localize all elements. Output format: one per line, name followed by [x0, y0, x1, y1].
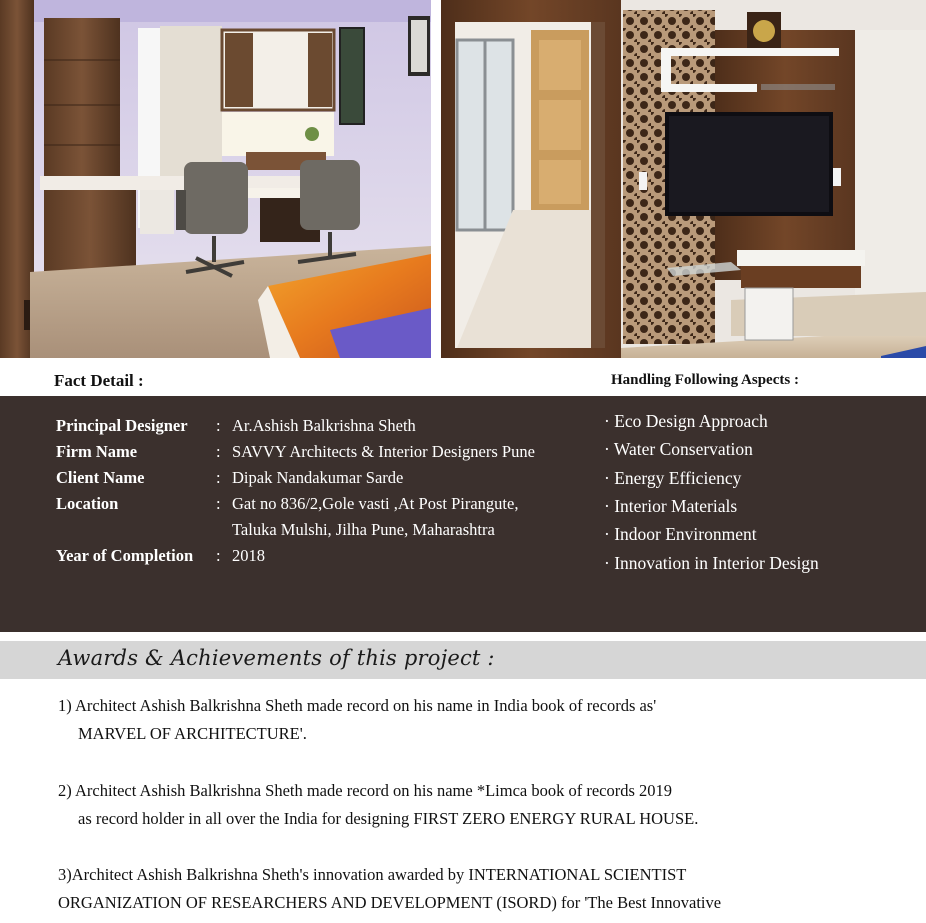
fact-value: Taluka Mulshi, Jilha Pune, Maharashtra: [232, 520, 495, 539]
fact-separator: :: [216, 442, 221, 461]
fact-separator: :: [216, 416, 221, 435]
fact-value: Ar.Ashish Balkrishna Sheth: [232, 416, 416, 435]
fact-label: Year of Completion: [56, 546, 194, 565]
fact-value: SAVVY Architects & Interior Designers Pune: [232, 442, 535, 461]
awards-heading-bar: [0, 641, 926, 679]
fact-value: 2018: [232, 546, 265, 565]
aspect-item: · Innovation in Interior Design: [604, 553, 819, 573]
fact-separator: :: [216, 546, 221, 565]
award-line: as record holder in all over the India for designing FIRST ZERO ENERGY RURAL HOUSE.: [78, 809, 699, 828]
tv-wall-photo: [441, 0, 926, 358]
study-room-photo: [0, 0, 431, 358]
fact-label: Client Name: [56, 468, 145, 487]
aspects-heading: Handling Following Aspects :: [611, 372, 799, 388]
aspect-item: · Interior Materials: [604, 496, 738, 516]
fact-label: Principal Designer: [56, 416, 188, 435]
fact-separator: :: [216, 494, 221, 513]
aspect-item: · Indoor Environment: [604, 524, 757, 544]
awards-heading: Awards & Achievements of this project :: [58, 646, 495, 670]
fact-value: Dipak Nandakumar Sarde: [232, 468, 404, 487]
award-line: 2) Architect Ashish Balkrishna Sheth made record on his name *Limca book of records 2019: [58, 781, 673, 800]
aspect-item: · Water Conservation: [604, 439, 753, 459]
award-line: 1) Architect Ashish Balkrishna Sheth made record on his name in India book of records as': [58, 696, 657, 715]
fact-detail-heading: Fact Detail :: [54, 371, 144, 390]
aspect-item: · Energy Efficiency: [604, 468, 742, 488]
award-line: MARVEL OF ARCHITECTURE'.: [78, 724, 307, 743]
fact-label: Location: [56, 494, 119, 513]
fact-separator: :: [216, 468, 221, 487]
aspect-item: · Eco Design Approach: [604, 411, 768, 431]
award-line: 3)Architect Ashish Balkrishna Sheth's innovation awarded by INTERNATIONAL SCIENTIST: [58, 865, 687, 884]
info-panel: [0, 396, 926, 632]
award-line: ORGANIZATION OF RESEARCHERS AND DEVELOPMENT (ISORD) for 'The Best Innovative: [58, 893, 722, 912]
fact-value: Gat no 836/2,Gole vasti ,At Post Pirangute,: [232, 494, 519, 513]
fact-label: Firm Name: [56, 442, 138, 461]
photo-strip: [0, 0, 926, 358]
